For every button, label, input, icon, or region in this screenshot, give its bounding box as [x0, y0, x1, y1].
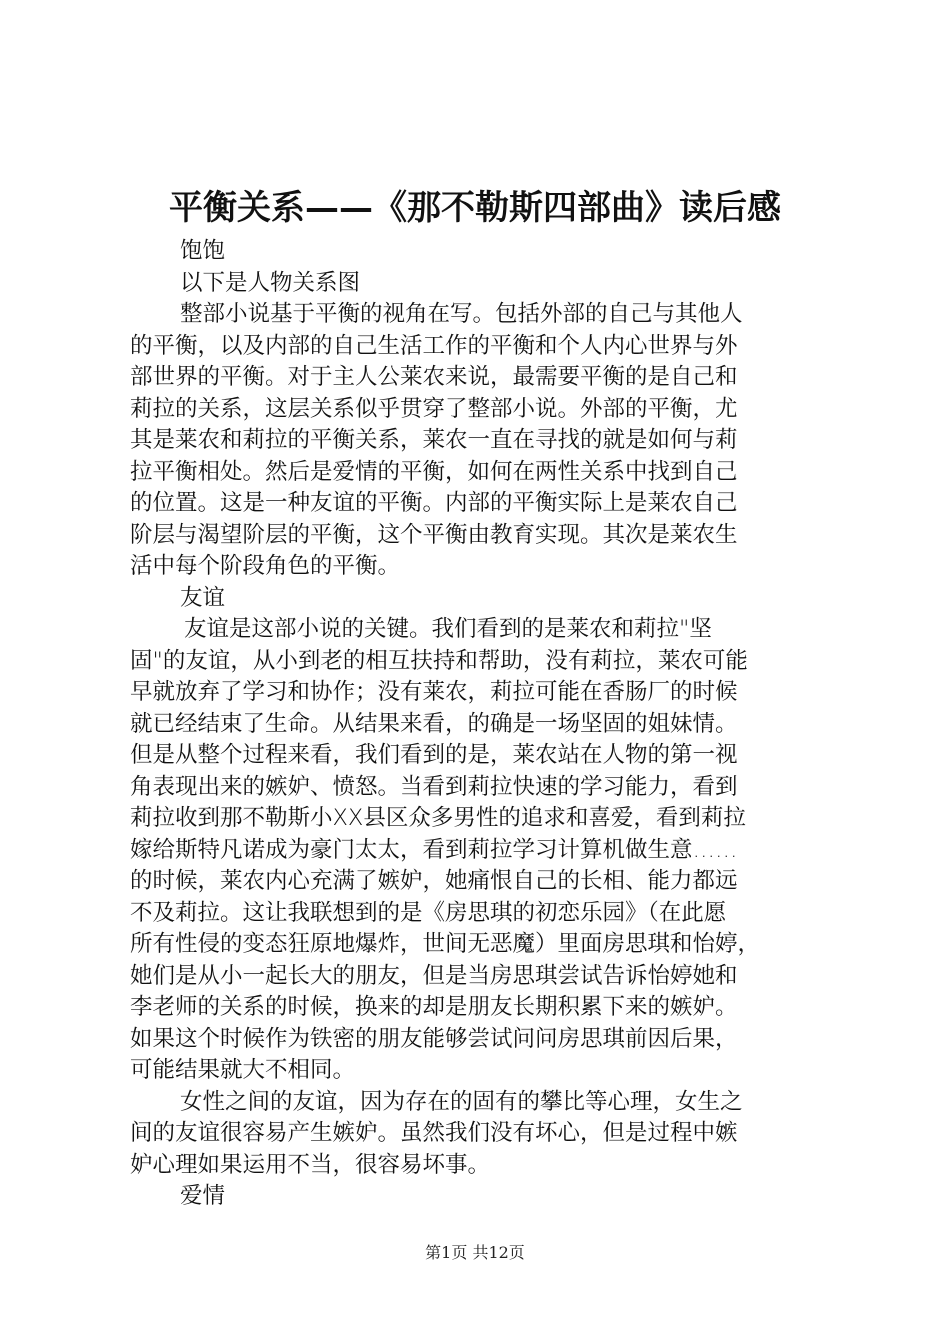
- paragraph-line: 她们是从小一起长大的朋友，但是当房思琪尝试告诉怡婷她和: [130, 962, 738, 989]
- paragraph-line: 角表现出来的嫉妒、愤怒。当看到莉拉快速的学习能力，看到: [130, 773, 738, 800]
- paragraph-line: 友谊是这部小说的关键。我们看到的是莱农和莉拉"坚: [184, 616, 712, 642]
- document-body: [130, 236, 836, 1213]
- paragraph-line: 女性之间的友谊，因为存在的固有的攀比等心理，女生之: [180, 1088, 743, 1115]
- paragraph-line: 李老师的关系的时候，换来的却是朋友长期积累下来的嫉妒。: [130, 994, 738, 1020]
- paragraph-line: 阶层与渴望阶层的平衡，这个平衡由教育实现。其次是莱农生: [130, 521, 738, 548]
- paragraph-line: 的时候，莱农内心充满了嫉妒，她痛恨自己的长相、能力都远: [130, 868, 738, 894]
- paragraph-line: 以下是人物关系图: [180, 269, 361, 296]
- paragraph-line: 早就放弃了学习和协作；没有莱农，莉拉可能在香肠厂的时候: [130, 679, 738, 705]
- author-line: 饱饱: [180, 238, 226, 264]
- section-heading: 友谊: [180, 584, 226, 611]
- paragraph-line: 其是莱农和莉拉的平衡关系，莱农一直在寻找的就是如何与莉: [130, 427, 738, 453]
- section-heading: 爱情: [180, 1183, 226, 1209]
- paragraph-line: 拉平衡相处。然后是爱情的平衡，如何在两性关系中找到自己: [130, 458, 738, 485]
- paragraph-line: 的平衡，以及内部的自己生活工作的平衡和个人内心世界与外: [130, 332, 738, 359]
- paragraph-line: 的位置。这是一种友谊的平衡。内部的平衡实际上是莱农自己: [130, 490, 738, 516]
- paragraph-line: 但是从整个过程来看，我们看到的是，莱农站在人物的第一视: [130, 742, 738, 768]
- paragraph-line: 活中每个阶段角色的平衡。: [130, 553, 401, 579]
- paragraph-line: 整部小说基于平衡的视角在写。包括外部的自己与其他人: [180, 301, 743, 327]
- paragraph-line: 莉拉收到那不勒斯小XX县区众多男性的追求和喜爱，看到莉拉: [130, 805, 746, 831]
- paragraph-line: 间的友谊很容易产生嫉妒。虽然我们没有坏心，但是过程中嫉: [130, 1120, 738, 1146]
- paragraph-line: 如果这个时候作为铁密的朋友能够尝试问问房思琪前因后果，: [130, 1025, 738, 1052]
- paragraph-line: 就已经结束了生命。从结果来看，的确是一场坚固的姐妹情。: [130, 710, 738, 737]
- paragraph-line: 所有性侵的变态狂原地爆炸，世间无恶魔）里面房思琪和怡婷，: [130, 931, 761, 957]
- paragraph-line: 部世界的平衡。对于主人公莱农来说，最需要平衡的是自己和: [130, 364, 738, 390]
- paragraph-line: 可能结果就大不相同。: [130, 1057, 356, 1083]
- paragraph-line: 不及莉拉。这让我联想到的是《房思琪的初恋乐园》（在此愿: [130, 899, 727, 926]
- paragraph-line: 固"的友谊，从小到老的相互扶持和帮助，没有莉拉，莱农可能: [130, 647, 748, 674]
- paragraph-line: 莉拉的关系，这层关系似乎贯穿了整部小说。外部的平衡，尤: [130, 395, 738, 422]
- paragraph-line: 嫁给斯特凡诺成为豪门太太，看到莉拉学习计算机做生意……: [130, 836, 738, 863]
- document-title: 平衡关系——《那不勒斯四部曲》读后感: [169, 188, 781, 228]
- page-number: 第1页 共12页: [425, 1243, 525, 1262]
- paragraph-line: 妒心理如果运用不当，很容易坏事。: [130, 1151, 491, 1178]
